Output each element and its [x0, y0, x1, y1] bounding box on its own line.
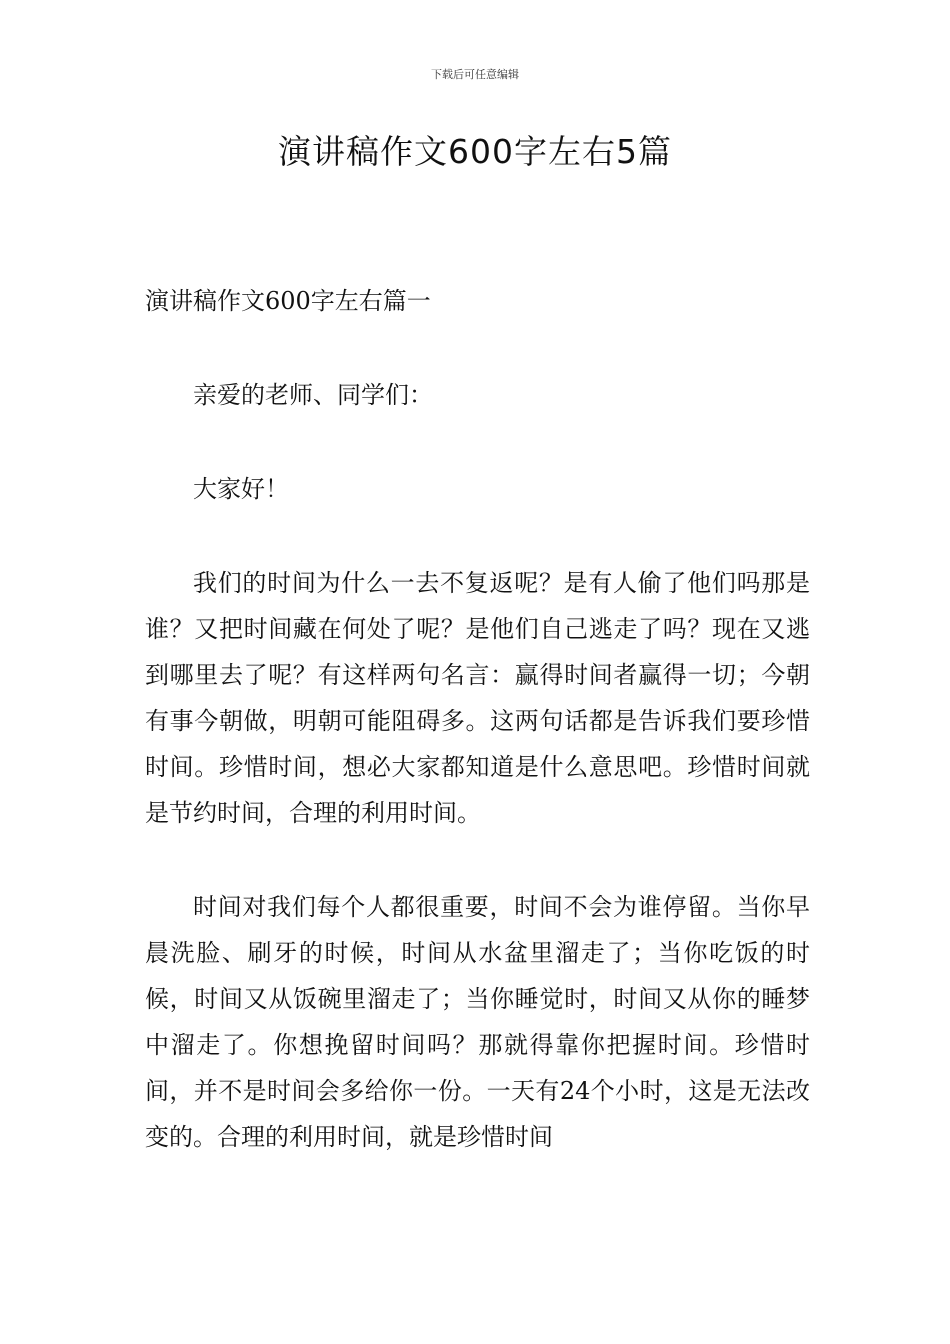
header-note: 下载后可任意编辑	[431, 68, 519, 81]
document-title: 演讲稿作文600字左右5篇	[278, 132, 672, 171]
body-paragraph: 我们的时间为什么一去不复返呢？是有人偷了他们吗那是谁？又把时间藏在何处了呢？是他们自己逃走了吗？现在又逃到哪里去了呢？有这样两句名言：赢得时间者赢得一切；今朝有事今朝做，明朝可能阻碍多。这两句话都是告诉我们要珍惜时间。珍惜时间，想必大家都知道是什么意思吧。珍惜时间就是节约时间，合理的利用时间。	[145, 569, 810, 827]
document-body	[145, 278, 810, 1208]
section-heading: 演讲稿作文600字左右篇一	[145, 287, 431, 315]
greeting-paragraph: 大家好！	[193, 475, 289, 503]
salutation-paragraph: 亲爱的老师、同学们：	[193, 381, 433, 409]
body-paragraph: 时间对我们每个人都很重要，时间不会为谁停留。当你早晨洗脸、刷牙的时候，时间从水盆里溜走了；当你吃饭的时候，时间又从饭碗里溜走了；当你睡觉时，时间又从你的睡梦中溜走了。你想挽留时间吗？那就得靠你把握时间。珍惜时间，并不是时间会多给你一份。一天有24个小时，这是无法改变的。合理的利用时间，就是珍惜时间	[145, 893, 810, 1151]
